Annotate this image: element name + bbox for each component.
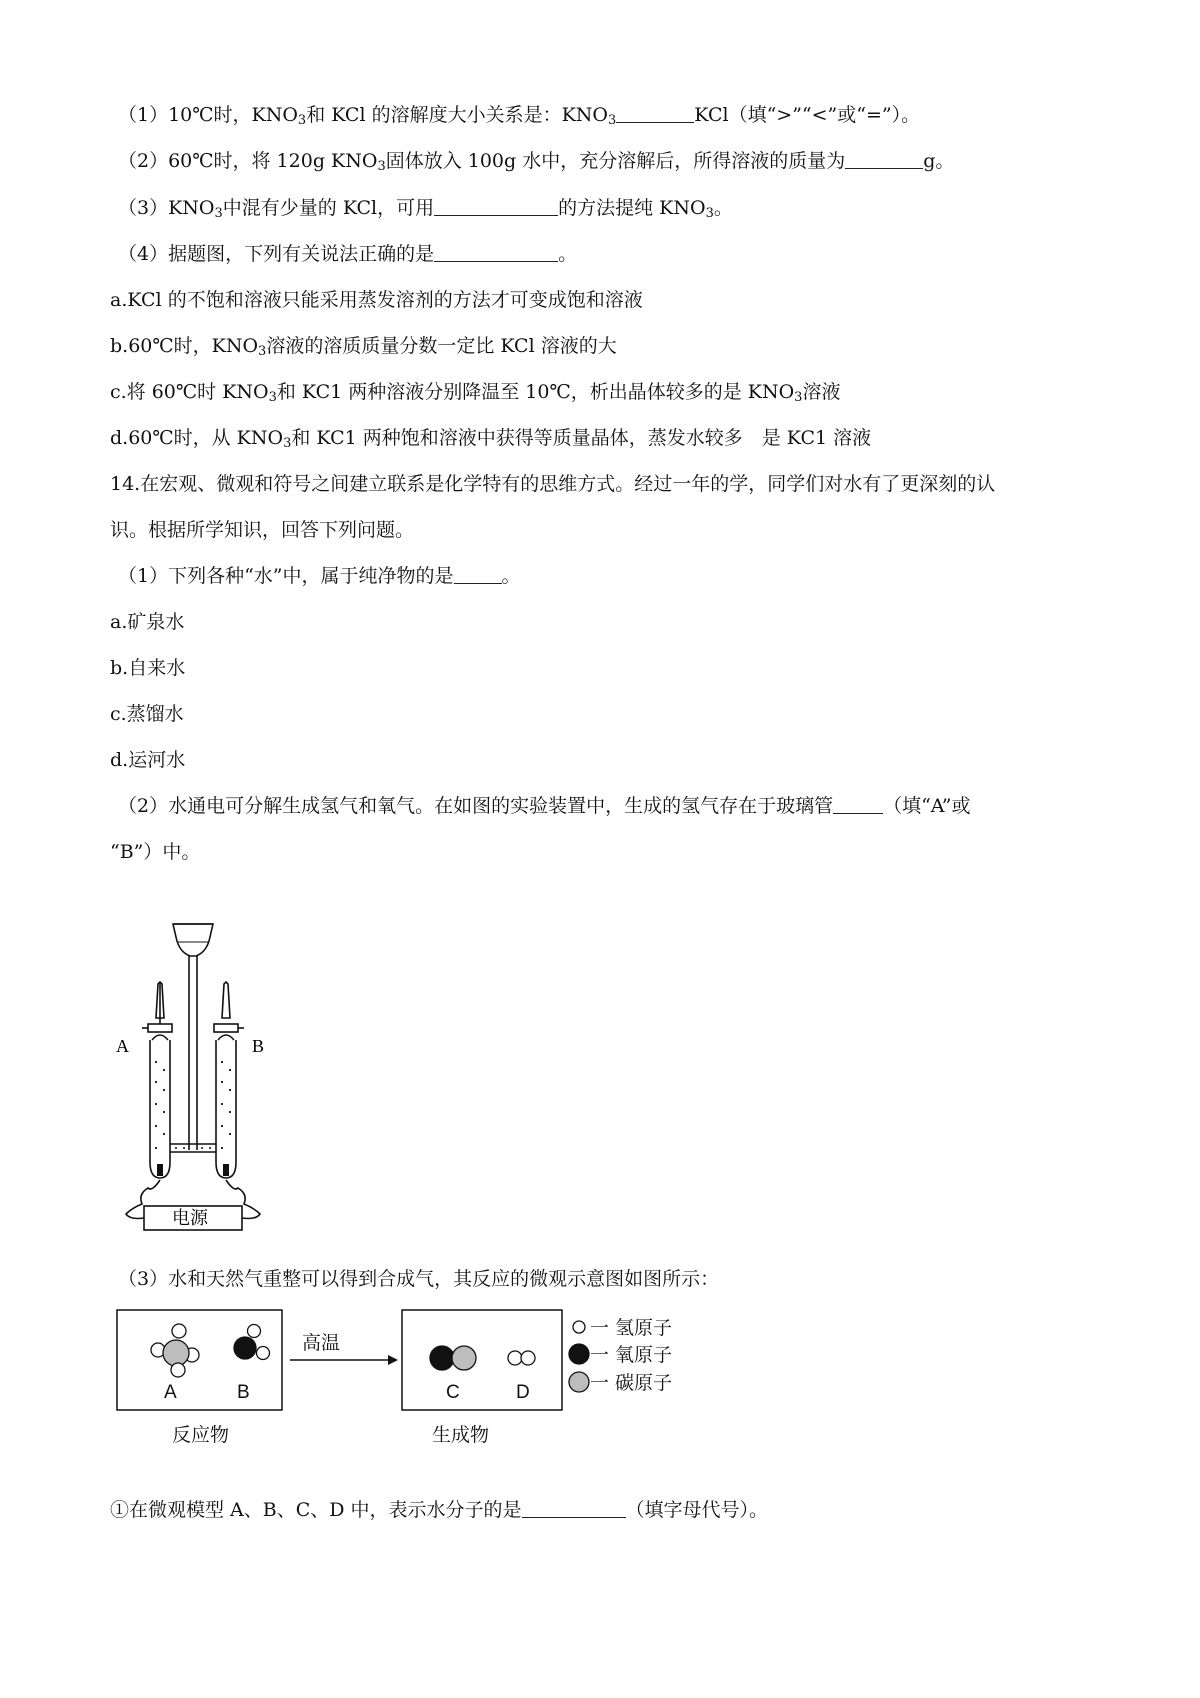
product-box xyxy=(402,1310,562,1410)
q14-part1: （1）下列各种“水”中，属于纯净物的是 。 xyxy=(118,565,521,587)
molecule-c xyxy=(430,1346,476,1370)
water-dots xyxy=(155,1061,231,1176)
q14-part2-line2: “B”）中。 xyxy=(110,841,201,863)
tube-a-label: A xyxy=(116,1036,129,1056)
tube-b-label: B xyxy=(252,1036,265,1056)
oxygen-atom-icon xyxy=(569,1344,589,1364)
atom-legend xyxy=(569,1321,589,1392)
answer-blank[interactable] xyxy=(833,795,883,814)
legend-carbon: 一 碳原子 xyxy=(590,1372,673,1394)
label-a: A xyxy=(164,1382,177,1403)
molecule-b xyxy=(234,1325,270,1360)
q13-option-d: d.60℃时，从 $KNO_3$和 KC1 两种饱和溶液中获得等质量晶体，蒸发水较多 是 KC1 溶液 xyxy=(110,427,872,451)
q14-option-c: c.蒸馏水 xyxy=(110,703,184,725)
q13-p1-text: （1）10℃时，KNO xyxy=(118,104,298,126)
legend-hydrogen: 一 氢原子 xyxy=(590,1317,673,1339)
q13-option-b: b.60℃时，$KNO_3$溶液的溶质质量分数一定比 KCl 溶液的大 xyxy=(110,335,617,359)
condition-label: 高温 xyxy=(302,1332,341,1354)
answer-blank[interactable] xyxy=(845,150,923,169)
q13-part4: （4）据题图，下列有关说法正确的是 。 xyxy=(118,243,578,265)
q13-part2: （2）60℃时，将 120g $KNO_3$固体放入 100g 水中，充分溶解后，所得溶液的质量为 g。 xyxy=(118,150,955,174)
q14-intro-line2: 识。根据所学知识，回答下列问题。 xyxy=(110,519,415,541)
label-b: B xyxy=(237,1382,250,1403)
electrolysis-apparatus-figure xyxy=(112,912,292,1232)
hydrogen-atom-icon xyxy=(573,1321,585,1333)
label-c: C xyxy=(446,1382,460,1403)
q14-option-b: b.自来水 xyxy=(110,657,186,679)
legend-oxygen: 一 氧原子 xyxy=(590,1344,673,1366)
q14-intro-line1: 14.在宏观、微观和符号之间建立联系是化学特有的思维方式。经过一年的学，同学们对水有了更深刻的认 xyxy=(110,473,996,495)
q13-part1: （1）10℃时，$KNO_3$和 KCl 的溶解度大小关系是：$KNO_3$ KCl（填“>”“<”或“=”）。 xyxy=(118,104,921,128)
molecule-a xyxy=(151,1324,199,1377)
q14-option-d: d.运河水 xyxy=(110,749,186,771)
label-d: D xyxy=(516,1382,530,1403)
q13-option-a: a.KCl 的不饱和溶液只能采用蒸发溶剂的方法才可变成饱和溶液 xyxy=(110,289,643,311)
answer-blank[interactable] xyxy=(434,243,558,262)
arrow-head xyxy=(388,1355,398,1365)
answer-blank[interactable] xyxy=(454,565,502,584)
q14-part2-line1: （2）水通电可分解生成氢气和氧气。在如图的实验装置中，生成的氢气存在于玻璃管 （填“A”或 xyxy=(118,795,971,817)
answer-blank[interactable] xyxy=(616,104,694,123)
reactant-caption: 反应物 xyxy=(172,1424,230,1446)
q14-option-a: a.矿泉水 xyxy=(110,611,185,633)
funnel-bulb xyxy=(173,924,213,956)
q13-option-c: c.将 60℃时 $KNO_3$和 KC1 两种溶液分别降温至 10℃，析出晶体较多的是 $KNO_3$溶液 xyxy=(110,381,841,405)
reaction-micro-diagram xyxy=(112,1305,732,1455)
answer-blank[interactable] xyxy=(434,197,558,216)
q14-part3: （3）水和天然气重整可以得到合成气，其反应的微观示意图如图所示： xyxy=(118,1268,720,1290)
q13-part3: $(3)KNO_3$中混有少量的 KCl，可用 的方法提纯 $KNO_3$。 xyxy=(118,197,733,221)
power-supply-label: 电源 xyxy=(172,1208,208,1229)
molecule-d xyxy=(508,1351,535,1365)
carbon-atom-icon xyxy=(569,1372,589,1392)
product-caption: 生成物 xyxy=(432,1424,490,1446)
q14-sub1: ①在微观模型 A、B、C、D 中，表示水分子的是 （填字母代号）。 xyxy=(110,1499,769,1521)
answer-blank[interactable] xyxy=(522,1499,626,1518)
